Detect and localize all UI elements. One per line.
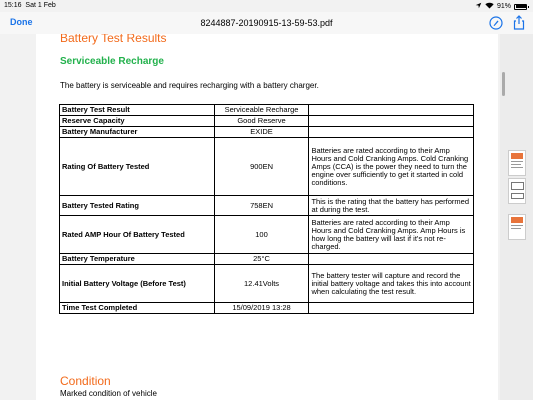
row-value: 12.41Volts: [214, 265, 309, 303]
row-label: Rated AMP Hour Of Battery Tested: [60, 216, 215, 254]
thumbnail-image: [511, 217, 523, 223]
battery-icon: [514, 4, 527, 10]
page-thumbnail-1[interactable]: [508, 150, 526, 176]
row-value: 15/09/2019 13:28: [214, 303, 309, 314]
condition-text: Marked condition of vehicle: [60, 389, 157, 398]
row-note: [309, 303, 474, 314]
table-row: [60, 127, 474, 138]
row-note: [309, 127, 474, 138]
document-title: 8244887-20190915-13-59-53.pdf: [200, 18, 333, 28]
row-value: 25°C: [214, 254, 309, 265]
share-icon[interactable]: [513, 15, 525, 35]
table-row: [60, 196, 474, 216]
row-value: 900EN: [214, 138, 309, 196]
row-note: Batteries are rated according to their Amp Hours and Cold Cranking Amps. Amp Hours is how long the battery will last if it's not re-charged.: [309, 216, 474, 254]
table-row: [60, 138, 474, 196]
status-bar: [0, 0, 533, 12]
table-row: [60, 216, 474, 254]
battery-results-table: [59, 104, 474, 314]
thumbnail-line: [511, 228, 521, 229]
table-row: [60, 116, 474, 127]
thumbnail-line: [511, 167, 523, 168]
condition-heading: Condition: [60, 374, 111, 388]
status-time-date: [4, 2, 56, 9]
row-value: Good Reserve: [214, 116, 309, 127]
thumbnail-line: [511, 164, 521, 165]
wifi-icon: [485, 2, 494, 11]
location-icon: [475, 2, 482, 11]
scroll-indicator[interactable]: [502, 72, 505, 96]
thumbnail-table: [511, 193, 524, 199]
row-note: Batteries are rated according to their Amp Hours and Cold Cranking Amps. Cold Cranking Amps (CCA) is the power they need to turn the engine over sufficiently to get it started in cold conditions.: [309, 138, 474, 196]
thumbnail-image: [511, 153, 523, 159]
row-label: Battery Test Result: [60, 105, 215, 116]
pen-markup-icon[interactable]: [489, 16, 503, 35]
pdf-page[interactable]: [36, 34, 498, 400]
navigation-bar: [0, 12, 533, 34]
report-title: Battery Test Results: [60, 34, 167, 45]
row-value: EXIDE: [214, 127, 309, 138]
table-row: [60, 303, 474, 314]
thumbnail-line: [511, 161, 523, 162]
thumbnail-table: [511, 182, 524, 190]
nav-actions: [489, 15, 525, 35]
row-label: Battery Tested Rating: [60, 196, 215, 216]
battery-percent: 91%: [496, 3, 511, 10]
row-label: Time Test Completed: [60, 303, 215, 314]
status-time: 15:16: [4, 2, 22, 9]
page-thumbnails-sidebar: [500, 34, 533, 400]
test-status-description: The battery is serviceable and requires recharging with a battery charger.: [60, 81, 319, 90]
table-row: [60, 265, 474, 303]
row-label: Reserve Capacity: [60, 116, 215, 127]
thumbnail-line: [511, 225, 523, 226]
row-note: The battery tester will capture and record the initial battery voltage and takes this into account when calculating the test result.: [309, 265, 474, 303]
status-date: Sat 1 Feb: [25, 2, 56, 9]
row-label: Battery Temperature: [60, 254, 215, 265]
battery-level-fill: [516, 5, 526, 8]
page-thumbnail-3[interactable]: [508, 214, 526, 240]
status-indicators: [475, 2, 527, 11]
row-note: [309, 116, 474, 127]
row-value: Serviceable Recharge: [214, 105, 309, 116]
done-button[interactable]: Done: [10, 17, 33, 27]
row-label: Battery Manufacturer: [60, 127, 215, 138]
row-note: [309, 254, 474, 265]
row-note: This is the rating that the battery has performed at during the test.: [309, 196, 474, 216]
row-value: 100: [214, 216, 309, 254]
table-row: [60, 105, 474, 116]
row-value: 758EN: [214, 196, 309, 216]
page-thumbnail-2[interactable]: [508, 178, 526, 204]
row-label: Initial Battery Voltage (Before Test): [60, 265, 215, 303]
row-label: Rating Of Battery Tested: [60, 138, 215, 196]
test-status-heading: Serviceable Recharge: [60, 56, 164, 67]
row-note: [309, 105, 474, 116]
table-row: [60, 254, 474, 265]
